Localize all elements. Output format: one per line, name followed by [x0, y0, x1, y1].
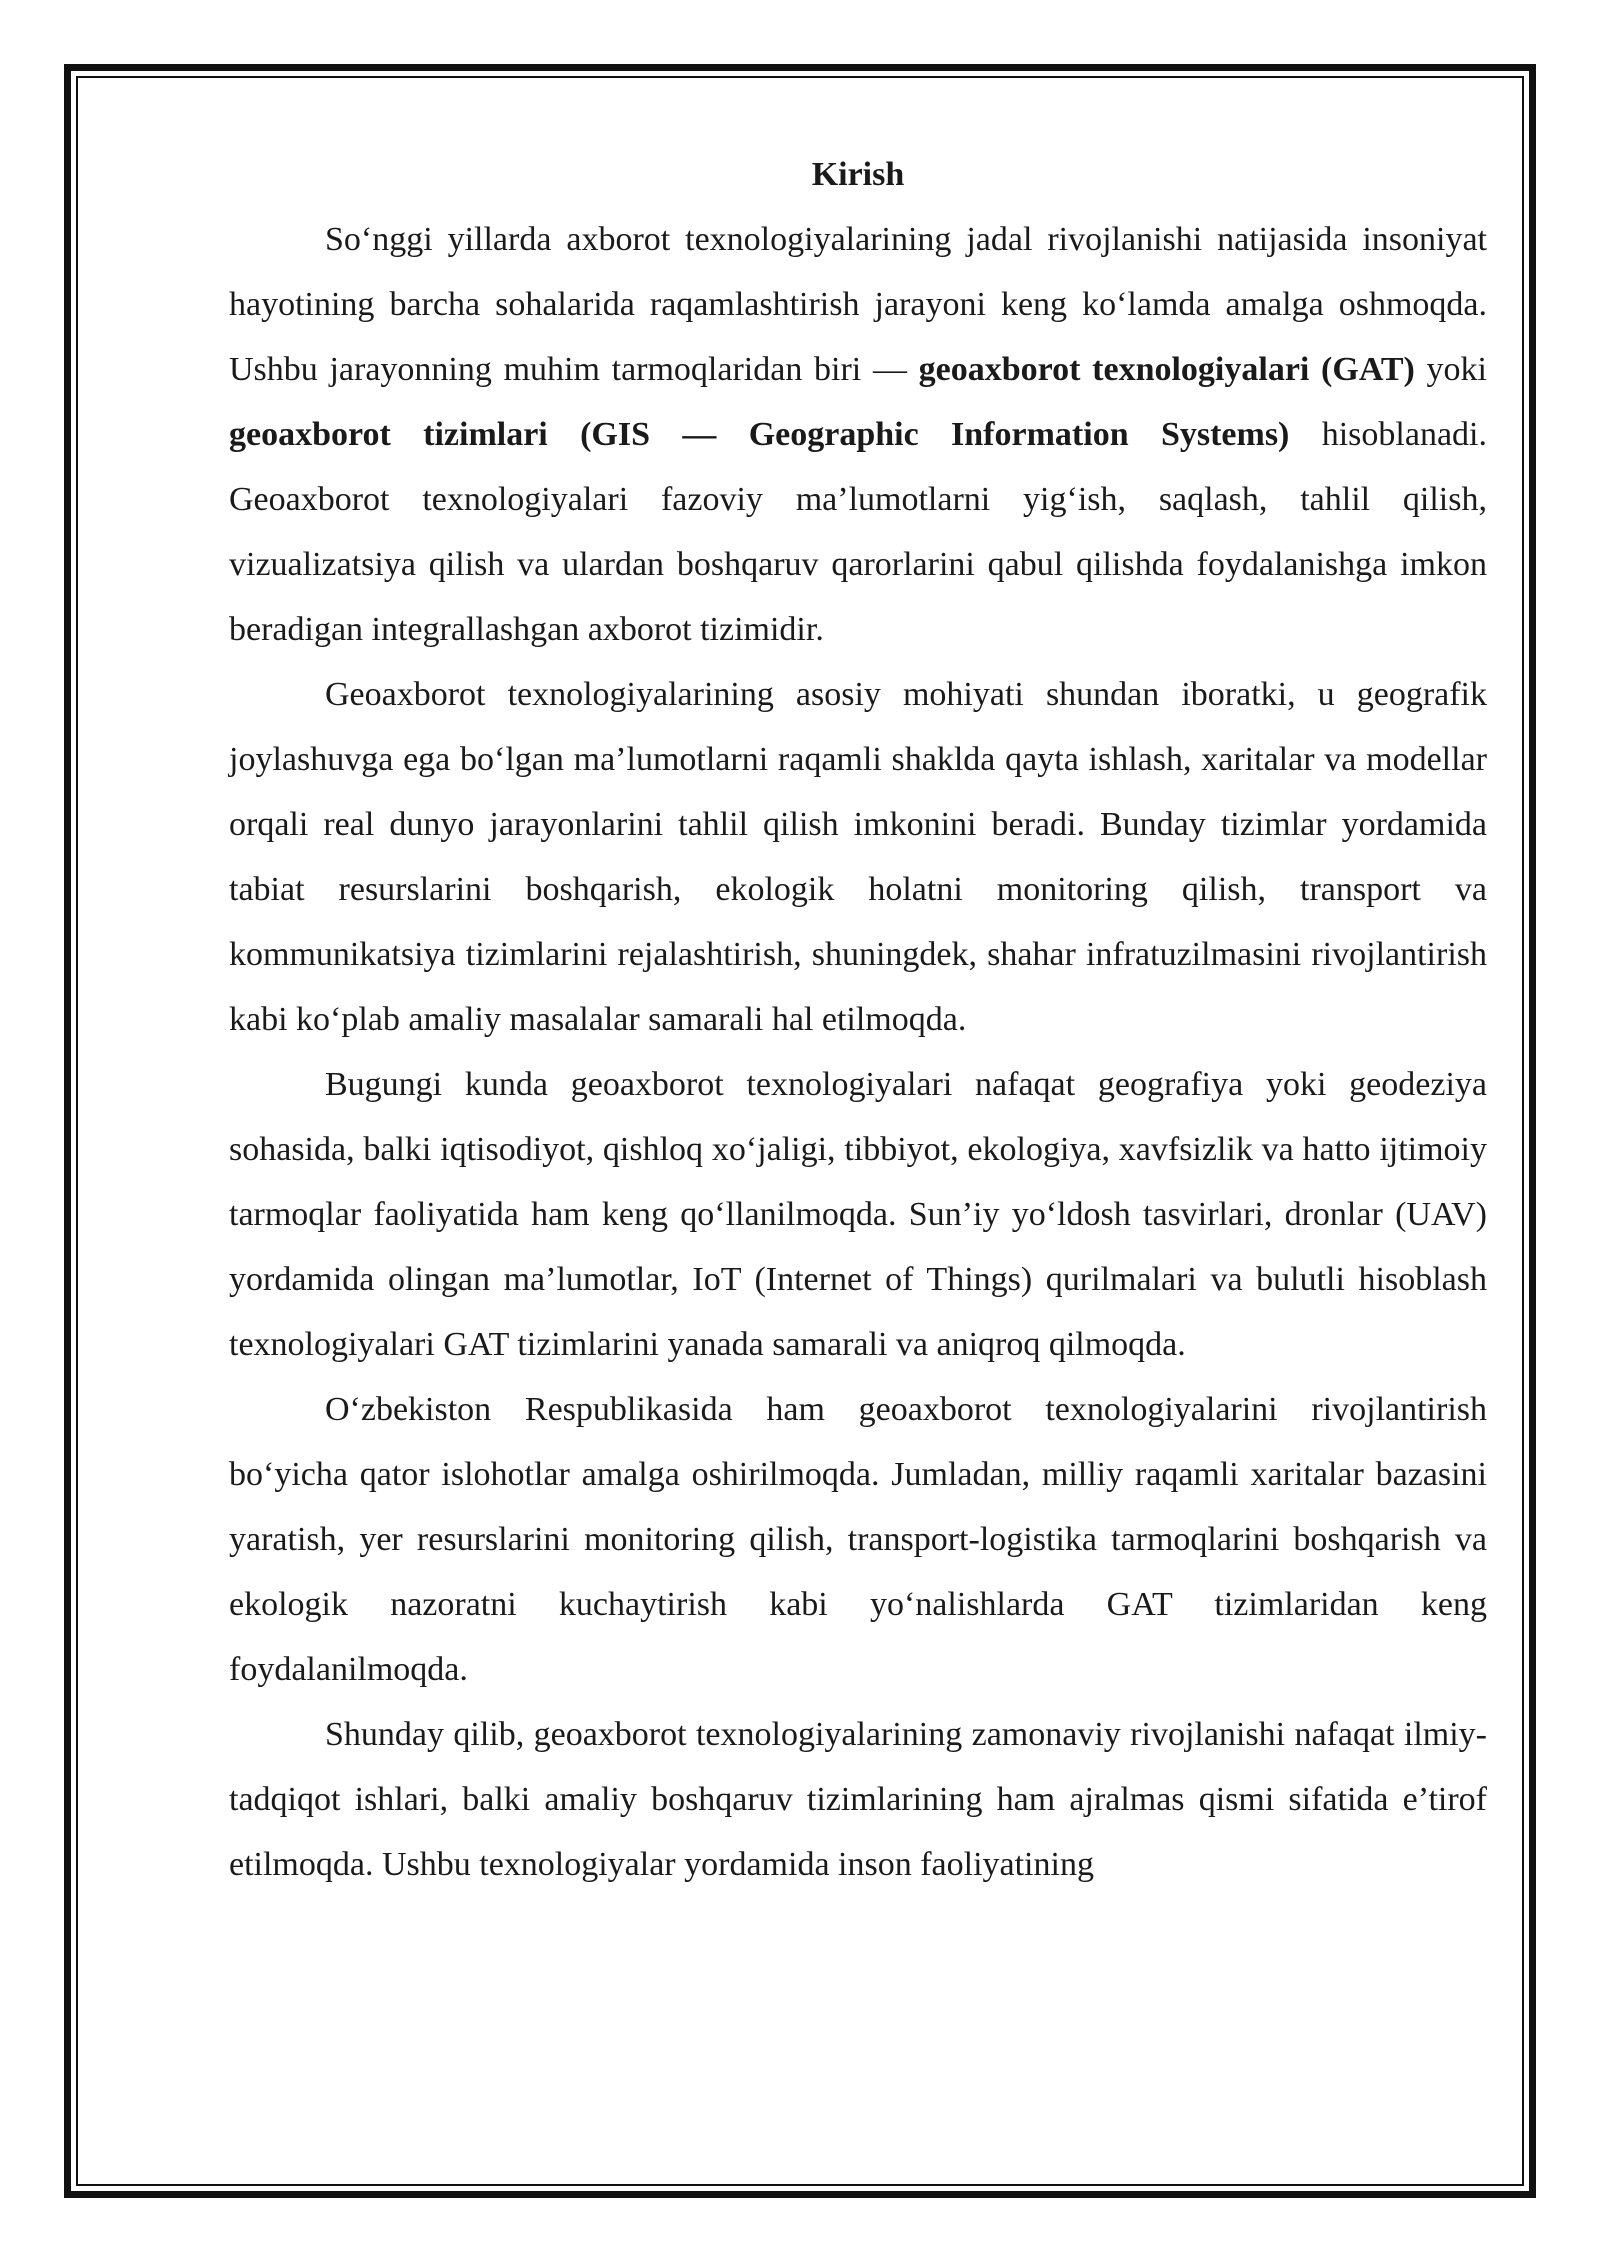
page-title: Kirish	[811, 156, 905, 193]
paragraph-1-text-c: hisoblanadi. Geoaxborot texnologiyalari fazoviy ma’lumotlarni yig‘ish, saqlash, tahlil qilish, vizualizatsiya qilish va ulardan boshqaruv qarorlarini qabul qilishda foydalanishga imkon beradigan integrallashgan axborot tizimidir.	[229, 416, 1487, 648]
paragraph-3: Bugungi kunda geoaxborot texnologiyalari nafaqat geografiya yoki geodeziya sohasida, balki iqtisodiyot, qishloq xo‘jaligi, tibbiyot, ekologiya, xavfsizlik va hatto ijtimoiy tarmoqlar faoliyatida ham keng qo‘llanilmoqda. Sun’iy yo‘ldosh tasvirlari, dronlar (UAV) yordamida olingan ma’lumotlar, IoT (Internet of Things) qurilmalari va bulutli hisoblash texnologiyalari GAT tizimlarini yanada samarali va aniqroq qilmoqda.	[229, 1066, 1487, 1363]
paragraph-1-text-b: yoki	[1414, 351, 1488, 388]
paragraph-1-text-a: So‘nggi yillarda axborot texnologiyalarining jadal rivojlanishi natijasida insoniyat hayotining barcha sohalarida raqamlashtirish jarayoni keng ko‘lamda amalga oshmoqda. Ushbu jarayonning muhim tarmoqlaridan biri —	[229, 221, 1487, 388]
paragraph-4: O‘zbekiston Respublikasida ham geoaxborot texnologiyalarini rivojlantirish bo‘yicha qator islohotlar amalga oshirilmoqda. Jumladan, milliy raqamli xaritalar bazasini yaratish, yer resurslarini monitoring qilish, transport-logistika tarmoqlarini boshqarish va ekologik nazoratni kuchaytirish kabi yo‘nalishlarda GAT tizimlaridan keng foydalanilmoqda.	[229, 1391, 1487, 1688]
paragraph-5: Shunday qilib, geoaxborot texnologiyalarining zamonaviy rivojlanishi nafaqat ilmiy-tadqiqot ishlari, balki amaliy boshqaruv tizimlarining ham ajralmas qismi sifatida e’tirof etilmoqda. Ushbu texnologiyalar yordamida inson faoliyatining	[229, 1716, 1487, 1883]
paragraph-2: Geoaxborot texnologiyalarining asosiy mohiyati shundan iboratki, u geografik joylashuvga ega bo‘lgan ma’lumotlarni raqamli shaklda qayta ishlash, xaritalar va modellar orqali real dunyo jarayonlarini tahlil qilish imkonini beradi. Bunday tizimlar yordamida tabiat resurslarini boshqarish, ekologik holatni monitoring qilish, transport va kommunikatsiya tizimlarini rejalashtirish, shuningdek, shahar infratuzilmasini rivojlantirish kabi ko‘plab amaliy masalalar samarali hal etilmoqda.	[229, 676, 1487, 1038]
paragraph-1-bold-gis: geoaxborot tizimlari (GIS — Geographic Information Systems)	[229, 416, 1290, 453]
paragraph-1-bold-gat: geoaxborot texnologiyalari (GAT)	[918, 351, 1415, 388]
page-content	[229, 142, 1487, 1897]
paragraph-1	[229, 207, 1487, 662]
